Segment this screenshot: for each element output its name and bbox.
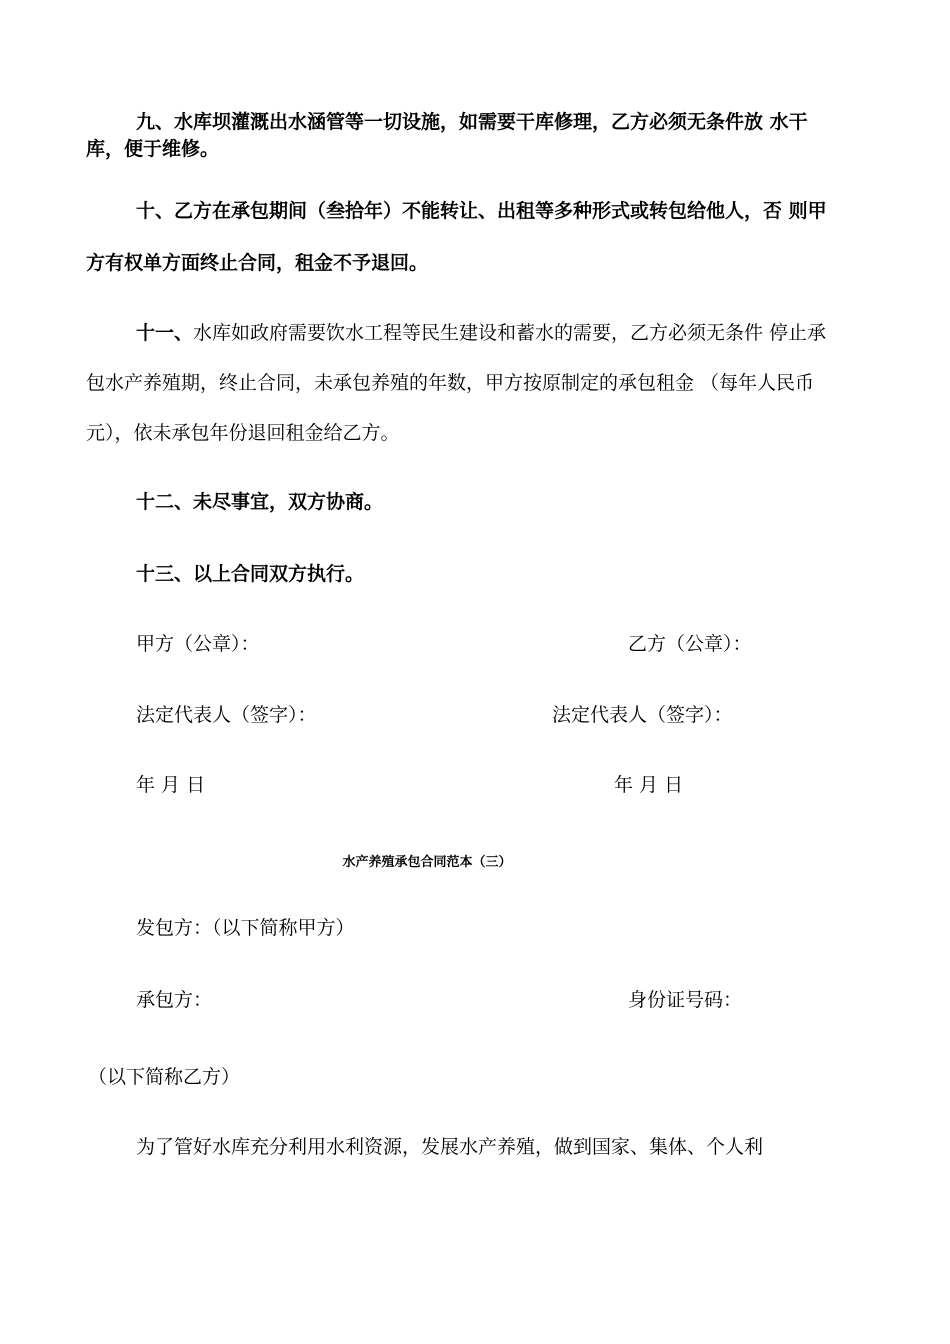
clause-11-line-1-text: 水库如政府需要饮水工程等民生建设和蓄水的需要，乙方必须无条件 停止承	[193, 322, 827, 344]
party-a-representative-label: 法定代表人（签字）：	[136, 704, 317, 726]
contract-3-issuer-line: 发包方：（以下简称甲方）	[136, 917, 355, 939]
clause-11-line-3: 元），依未承包年份退回租金给乙方。	[86, 422, 400, 444]
party-b-date-line: 年 月 日	[614, 774, 684, 796]
clause-13: 十三、以上合同双方执行。	[136, 563, 365, 585]
party-a-date-line: 年 月 日	[136, 774, 206, 796]
clause-11-line-2: 包水产养殖期，终止合同，未承包养殖的年数，甲方按原制定的承包租金 （每年人民币	[86, 372, 815, 394]
clause-9-line-2: 库，便于维修。	[86, 138, 220, 160]
contract-3-party-b-note: （以下简称乙方）	[88, 1066, 241, 1088]
contract-3-intro: 为了管好水库充分利用水利资源，发展水产养殖，做到国家、集体、个人利	[136, 1136, 764, 1158]
contract-3-id-number-label: 身份证号码：	[628, 989, 743, 1011]
party-a-seal-label: 甲方（公章）：	[136, 633, 260, 655]
clause-11-line-1	[136, 322, 826, 344]
party-b-seal-label: 乙方（公章）：	[628, 633, 752, 655]
clause-10-line-1: 十、乙方在承包期间（叁拾年）不能转让、出租等多种形式或转包给他人，否 则甲	[136, 200, 827, 222]
clause-10-line-2: 方有权单方面终止合同，租金不予退回。	[86, 252, 429, 274]
clause-9-line-1: 九、水库坝灌溉出水涵管等一切设施，如需要干库修理，乙方必须无条件放 水干	[136, 111, 808, 133]
contract-3-title: 水产养殖承包合同范本（三）	[342, 855, 512, 870]
party-b-representative-label: 法定代表人（签字）：	[552, 704, 733, 726]
clause-11-number: 十一、	[136, 322, 194, 344]
contract-3-contractor-label: 承包方：	[136, 989, 213, 1011]
clause-12: 十二、未尽事宜，双方协商。	[136, 491, 384, 513]
